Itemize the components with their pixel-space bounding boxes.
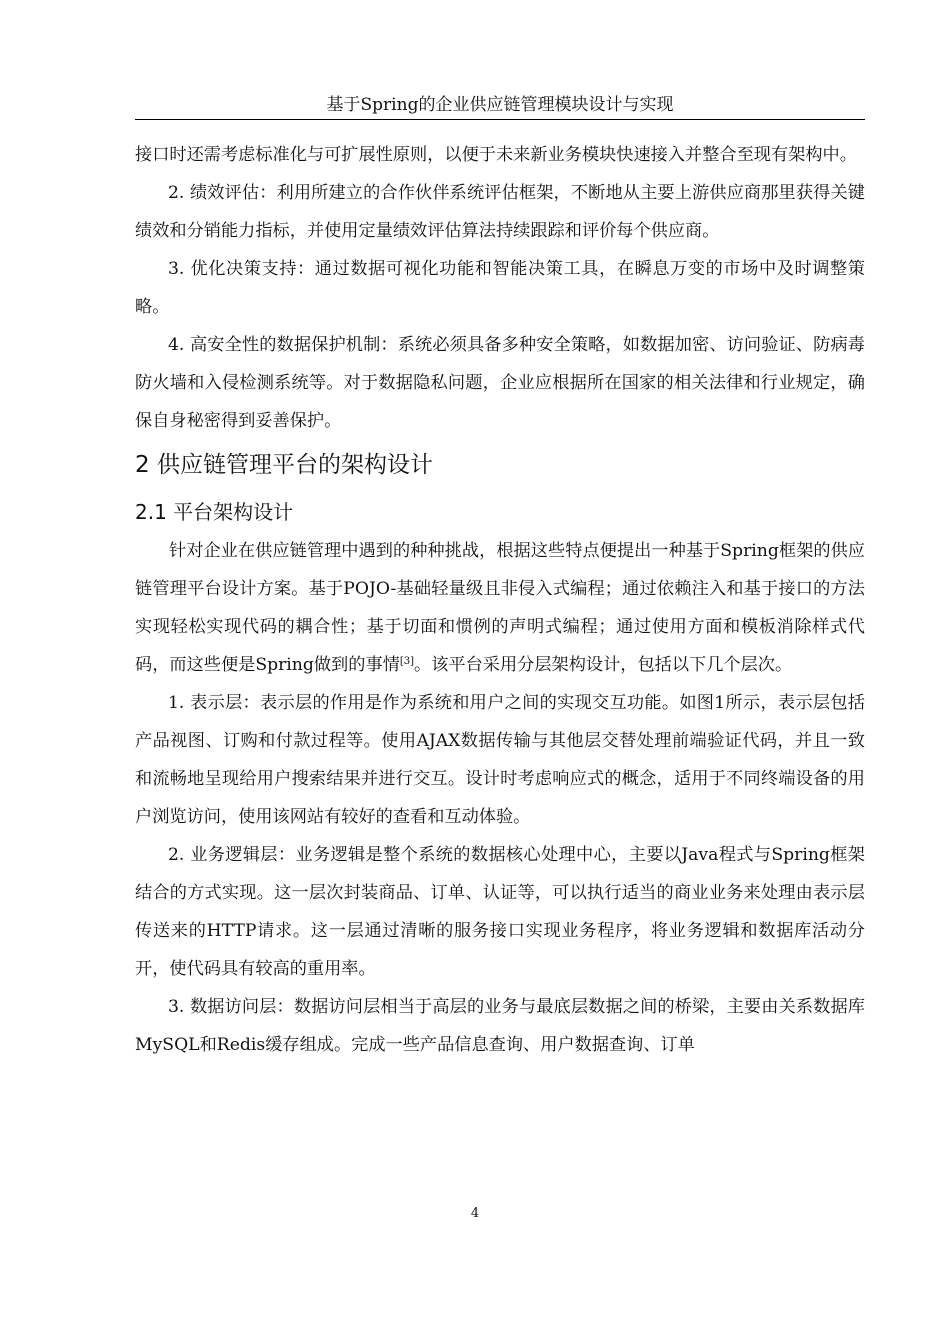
list-item-performance: 2. 绩效评估：利用所建立的合作伙伴系统评估框架，不断地从主要上游供应商那里获得关键绩效和分销能力指标，并使用定量绩效评估算法持续跟踪和评价每个供应商。 xyxy=(135,183,865,241)
list-item-decision-support: 3. 优化决策支持：通过数据可视化功能和智能决策工具，在瞬息万变的市场中及时调整策略。 xyxy=(135,259,865,317)
page-body xyxy=(135,136,865,1064)
intro-paragraph xyxy=(135,532,865,684)
header-rule xyxy=(135,119,865,120)
list-item-presentation-layer: 1. 表示层：表示层的作用是作为系统和用户之间的实现交互功能。如图1所示，表示层包括产品视图、订购和付款过程等。使用AJAX数据传输与其他层交替处理前端验证代码，并且一致和流畅地呈现给用户搜索结果并进行交互。设计时考虑响应式的概念，适用于不同终端设备的用户浏览访问，使用该网站有较好的查看和互动体验。 xyxy=(135,693,865,827)
citation-ref: [3] xyxy=(399,656,414,667)
list-item-data-protection: 4. 高安全性的数据保护机制：系统必须具备多种安全策略，如数据加密、访问验证、防病毒防火墙和入侵检测系统等。对于数据隐私问题，企业应根据所在国家的相关法律和行业规定，确保自身秘密得到妥善保护。 xyxy=(135,335,865,431)
intro-text-end: 。该平台采用分层架构设计，包括以下几个层次。 xyxy=(414,655,793,675)
subsection-heading: 2.1 平台架构设计 xyxy=(135,500,294,524)
page-number: 4 xyxy=(470,1206,480,1221)
intro-text: 针对企业在供应链管理中遇到的种种挑战，根据这些特点便提出一种基于Spring框架的供应链管理平台设计方案。基于POJO-基础轻量级且非侵入式编程；通过依赖注入和基于接口的方法实现轻松实现代码的耦合性；基于切面和惯例的声明式编程；通过使用方面和模板消除样式代码，而这些便是Spring做到的事情 xyxy=(135,541,865,675)
list-item-data-access-layer: 3. 数据访问层：数据访问层相当于高层的业务与最底层数据之间的桥梁，主要由关系数据库MySQL和Redis缓存组成。完成一些产品信息查询、用户数据查询、订单 xyxy=(135,997,865,1055)
running-header: 基于Spring的企业供应链管理模块设计与实现 xyxy=(326,95,674,115)
list-item-business-layer: 2. 业务逻辑层：业务逻辑是整个系统的数据核心处理中心，主要以Java程式与Spring框架结合的方式实现。这一层次封装商品、订单、认证等，可以执行适当的商业业务来处理由表示层传送来的HTTP请求。这一层通过清晰的服务接口实现业务程序，将业务逻辑和数据库活动分开，使代码具有较高的重用率。 xyxy=(135,845,865,979)
section-heading: 2 供应链管理平台的架构设计 xyxy=(135,452,433,478)
continued-paragraph: 接口时还需考虑标准化与可扩展性原则，以便于未来新业务模块快速接入并整合至现有架构中。 xyxy=(135,145,857,165)
